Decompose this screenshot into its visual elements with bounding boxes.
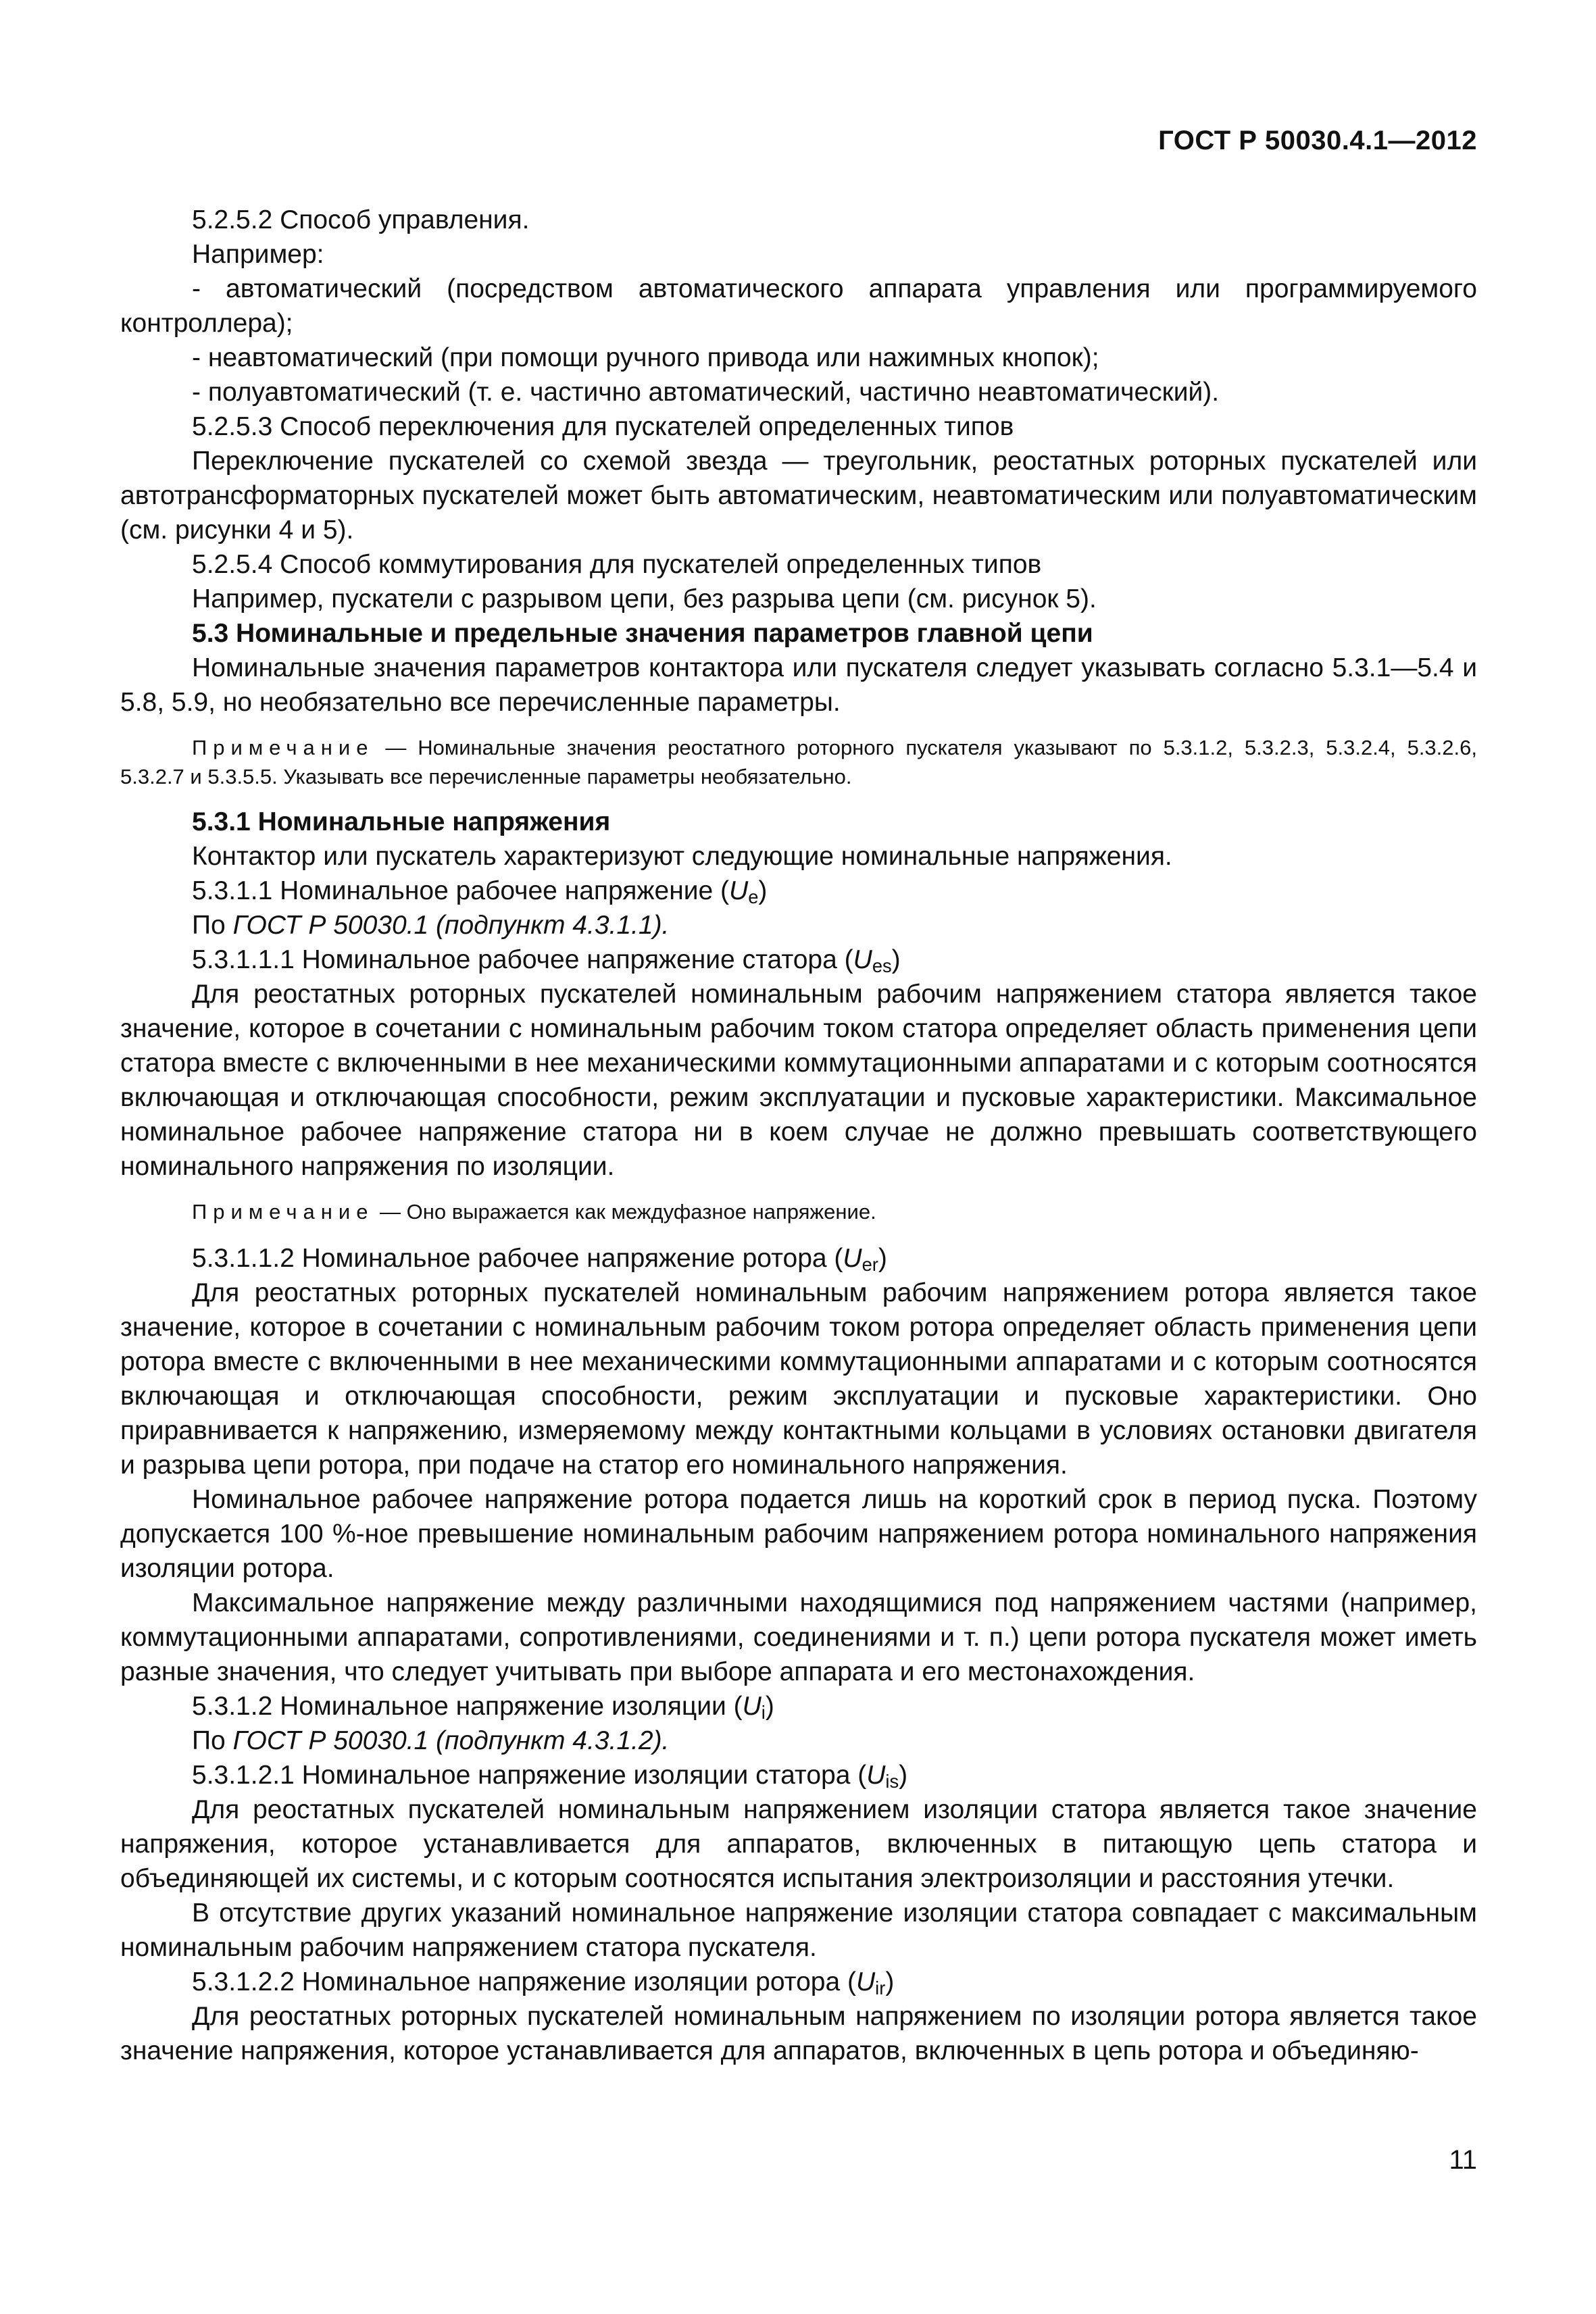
paragraph: Например: bbox=[192, 240, 324, 269]
note bbox=[120, 1197, 1477, 1226]
paragraph: Для реостатных пускателей номинальным напряжением изоляции статора является такое значение напряжения, которое устанавливается для аппаратов, включенных в питающую цепь статора и объединяющей их системы, и с которым соотносятся испытания электроизоляции и расстояния утечки. bbox=[120, 1795, 1477, 1893]
list-item: - автоматический (посредством автоматического аппарата управления или программируемого контроллера); bbox=[120, 274, 1477, 338]
clause-5-3-1-2 bbox=[120, 1689, 1477, 1724]
list-item: - полуавтоматический (т. е. частично автоматический, частично неавтоматический). bbox=[192, 378, 1220, 407]
paragraph: В отсутствие других указаний номинальное напряжение изоляции статора совпадает с максимальным номинальным рабочим напряжением статора пускателя. bbox=[120, 1898, 1477, 1962]
voltage-symbol: U bbox=[729, 876, 749, 905]
closing-paren: ) bbox=[891, 945, 901, 974]
clause-5-2-5-2: 5.2.5.2 Способ управления. bbox=[192, 205, 530, 234]
paragraph: Например, пускатели с разрывом цепи, без разрыва цепи (см. рисунок 5). bbox=[192, 584, 1097, 613]
paragraph: Номинальное рабочее напряжение ротора подается лишь на короткий срок в период пуска. Поэтому допускается 100 %-ное превышение номинальным рабочим напряжением ротора номинального напряжения изоляции ротора. bbox=[120, 1485, 1477, 1583]
closing-paren: ) bbox=[899, 1761, 908, 1790]
closing-paren: ) bbox=[878, 1244, 887, 1273]
paragraph: Для реостатных роторных пускателей номинальным напряжением по изоляции ротора является такое значение напряжения, которое устанавливается для аппаратов, включенных в цепь ротора и объединяю- bbox=[120, 2002, 1477, 2065]
paragraph: Переключение пускателей со схемой звезда — треугольник, реостатных роторных пускателей или автотрансформаторных пускателей может быть автоматическим, неавтоматическим или полуавтоматическим (см. рисунки 4 и 5). bbox=[120, 447, 1477, 545]
closing-paren: ) bbox=[885, 1967, 895, 1996]
paragraph: Контактор или пускатель характеризуют следующие номинальные напряжения. bbox=[192, 842, 1172, 871]
section-heading-5-3: 5.3 Номинальные и предельные значения параметров главной цепи bbox=[192, 619, 1093, 648]
voltage-subscript: e bbox=[748, 886, 759, 907]
standard-reference: ГОСТ Р 50030.1 (подпункт 4.3.1.2). bbox=[232, 1726, 670, 1755]
reference-prefix: По bbox=[192, 1726, 233, 1755]
clause-title: 5.3.1.1.1 Номинальное рабочее напряжение статора ( bbox=[192, 945, 853, 974]
clause-5-2-5-3: 5.2.5.3 Способ переключения для пускателей определенных типов bbox=[192, 412, 1014, 441]
reference-prefix: По bbox=[192, 911, 233, 940]
clause-title: 5.3.1.2.2 Номинальное напряжение изоляции ротора ( bbox=[192, 1967, 856, 1996]
voltage-subscript: ir bbox=[875, 1978, 886, 1998]
voltage-symbol: U bbox=[856, 1967, 876, 1996]
section-heading-5-3-1: 5.3.1 Номинальные напряжения bbox=[192, 807, 611, 836]
clause-5-3-1-1 bbox=[120, 874, 1477, 908]
closing-paren: ) bbox=[758, 876, 768, 905]
note bbox=[120, 733, 1477, 791]
list-item: - неавтоматический (при помощи ручного привода или нажимных кнопок); bbox=[192, 343, 1099, 372]
voltage-symbol: U bbox=[866, 1761, 886, 1790]
note-label: Примечание bbox=[192, 1200, 374, 1224]
voltage-subscript: i bbox=[761, 1702, 766, 1723]
page-number: 11 bbox=[1449, 2145, 1477, 2175]
voltage-symbol: U bbox=[742, 1692, 762, 1721]
paragraph: Для реостатных роторных пускателей номинальным рабочим напряжением ротора является такое значение, которое в сочетании с номинальным рабочим током ротора определяет область применения цепи ротора вместе с включенными в нее механическими коммутационными аппаратами и с которым соотносятся включающая и отключающая способности, режим эксплуатации и пусковые характеристики. Оно приравнивается к напряжению, измеряемому между контактными кольцами в условиях остановки двигателя и разрыва цепи ротора, при подаче на статор его номинального напряжения. bbox=[120, 1278, 1477, 1480]
voltage-subscript: is bbox=[885, 1771, 899, 1792]
voltage-subscript: es bbox=[872, 955, 892, 976]
paragraph: Номинальные значения параметров контактора или пускателя следует указывать согласно 5.3.1—5.4 и 5.8, 5.9, но необязательно все перечисленные параметры. bbox=[120, 653, 1477, 717]
voltage-symbol: U bbox=[853, 945, 872, 974]
clause-5-3-1-2-2 bbox=[120, 1965, 1477, 1999]
voltage-symbol: U bbox=[843, 1244, 862, 1273]
clause-title: 5.3.1.1.2 Номинальное рабочее напряжение ротора ( bbox=[192, 1244, 843, 1273]
clause-5-2-5-4: 5.2.5.4 Способ коммутирования для пускателей определенных типов bbox=[192, 550, 1042, 579]
standard-reference: ГОСТ Р 50030.1 (подпункт 4.3.1.1). bbox=[232, 911, 670, 940]
paragraph: Для реостатных роторных пускателей номинальным рабочим напряжением статора является такое значение, которое в сочетании с номинальным рабочим током статора определяет область применения цепи статора вместе с включенными в нее механическими коммутационными аппаратами и с которым соотносятся включающая и отключающая способности, режим эксплуатации и пусковые характеристики. Максимальное номинальное рабочее напряжение статора ни в коем случае не должно превышать соответствующего номинального напряжения по изоляции. bbox=[120, 980, 1477, 1181]
document-body bbox=[120, 203, 1477, 2068]
document-page bbox=[120, 0, 1477, 2314]
clause-5-3-1-1-2 bbox=[120, 1241, 1477, 1276]
note-label: Примечание bbox=[192, 736, 374, 759]
note-text: — Номинальные значения реостатного роторного пускателя указывают по 5.3.1.2, 5.3.2.3, 5.3.2.4, 5.3.2.6, 5.3.2.7 и 5.3.5.5. Указывать все перечисленные параметры необязательно. bbox=[120, 736, 1477, 788]
voltage-subscript: er bbox=[862, 1254, 878, 1275]
reference-line bbox=[120, 1724, 1477, 1758]
closing-paren: ) bbox=[765, 1692, 774, 1721]
reference-line bbox=[120, 908, 1477, 942]
clause-title: 5.3.1.2 Номинальное напряжение изоляции ( bbox=[192, 1692, 743, 1721]
paragraph: Максимальное напряжение между различными находящимися под напряжением частями (например, коммутационными аппаратами, сопротивлениями, соединениями и т. п.) цепи ротора пускателя может иметь разные значения, что следует учитывать при выборе аппарата и его местонахождения. bbox=[120, 1588, 1477, 1686]
document-header: ГОСТ Р 50030.4.1—2012 bbox=[1158, 126, 1477, 155]
clause-title: 5.3.1.2.1 Номинальное напряжение изоляции статора ( bbox=[192, 1761, 867, 1790]
clause-title: 5.3.1.1 Номинальное рабочее напряжение ( bbox=[192, 876, 730, 905]
clause-5-3-1-1-1 bbox=[120, 942, 1477, 977]
note-text: — Оно выражается как междуфазное напряжение. bbox=[374, 1200, 876, 1224]
clause-5-3-1-2-1 bbox=[120, 1758, 1477, 1792]
